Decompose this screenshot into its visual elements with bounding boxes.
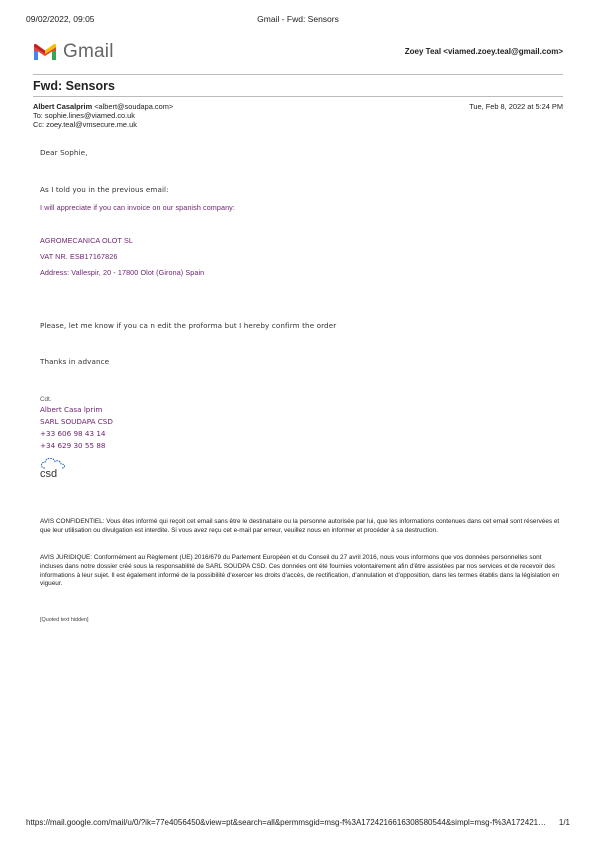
gmail-logo[interactable] bbox=[33, 40, 114, 64]
company-address: Address: Vallespir, 20 - 17800 Olot (Girona) Spain bbox=[40, 268, 205, 277]
greeting: Dear Sophie, bbox=[40, 148, 88, 157]
csd-logo bbox=[40, 457, 66, 481]
body-line-2: I will appreciate if you can invoice on our spanish company: bbox=[40, 203, 235, 212]
sender-email[interactable]: <albert@soudapa.com> bbox=[94, 102, 174, 111]
print-title: Gmail - Fwd: Sensors bbox=[257, 14, 339, 24]
account-email: Zoey Teal <viamed.zoey.teal@gmail.com> bbox=[404, 47, 563, 56]
sender-line bbox=[33, 102, 173, 111]
message-date: Tue, Feb 8, 2022 at 5:24 PM bbox=[469, 102, 563, 111]
thanks-line: Thanks in advance bbox=[40, 357, 110, 366]
signature-closing: Cdt. bbox=[40, 396, 52, 403]
signature-phone-1[interactable]: +33 606 98 43 14 bbox=[40, 429, 106, 438]
to-line: To: sophie.lines@viamed.co.uk bbox=[33, 111, 135, 120]
gmail-logo-text: Gmail bbox=[63, 41, 114, 62]
body-request: Please, let me know if you ca n edit the proforma but I hereby confirm the order bbox=[40, 321, 337, 330]
header-divider bbox=[33, 74, 563, 75]
footer-page-number: 1/1 bbox=[558, 818, 570, 827]
quoted-text-toggle[interactable]: [Quoted text hidden] bbox=[40, 617, 89, 623]
legal-juridique: AVIS JURIDIQUE: Conformément au Règlement (UE) 2016/679 du Parlement Européen et du Conseil du 27 avril 2016, nous vous informons que vos données personnelles sont incluses dans notre dossier créé sous la responsabilité de SARL SOUDPA CSD. Ces données ont été fournies volontairement afin d'être assistées par nos services et de recevoir des informations à leur sujet. Il est également informé de la possibilité d'exercer les droits d'accès, de rectification, d'annulation et d'opposition, dans les termes établis dans la législation en vigueur. bbox=[40, 554, 560, 588]
cc-line: Cc: zoey.teal@vmsecure.me.uk bbox=[33, 120, 137, 129]
subject-divider bbox=[33, 96, 563, 97]
csd-logo-text: csd bbox=[40, 468, 58, 480]
vat-number: VAT NR. ESB17167826 bbox=[40, 252, 118, 261]
legal-confidentiel: AVIS CONFIDENTIEL: Vous êtes informé qui reçoit cet email sans être le destinataire ou la personne autorisée par lui, que les informations contenues dans cet email sont réservées et que leur utilisation ou divulgation est interdite. Si vous avez reçu cet e-mail par erreur, veuillez nous en informer et procéder à sa destruction. bbox=[40, 518, 560, 534]
gmail-m-icon bbox=[33, 43, 57, 61]
footer-url: https://mail.google.com/mail/u/0/?ik=77e4056450&view=pt&search=all&permmsgid=msg-f%3A1724216616308580544&simpl=msg-f%3A172421… bbox=[26, 818, 546, 827]
print-datetime: 09/02/2022, 09:05 bbox=[26, 14, 95, 24]
company-name: AGROMECANICA OLOT SL bbox=[40, 236, 133, 245]
signature-name: Albert Casa lprim bbox=[40, 405, 103, 414]
signature-phone-2[interactable]: +34 629 30 55 88 bbox=[40, 441, 106, 450]
email-subject: Fwd: Sensors bbox=[33, 79, 115, 93]
signature-block bbox=[40, 404, 113, 452]
signature-company: SARL SOUDAPA CSD bbox=[40, 417, 113, 426]
body-line-1: As I told you in the previous email: bbox=[40, 185, 169, 194]
sender-name: Albert Casalprim bbox=[33, 102, 93, 111]
